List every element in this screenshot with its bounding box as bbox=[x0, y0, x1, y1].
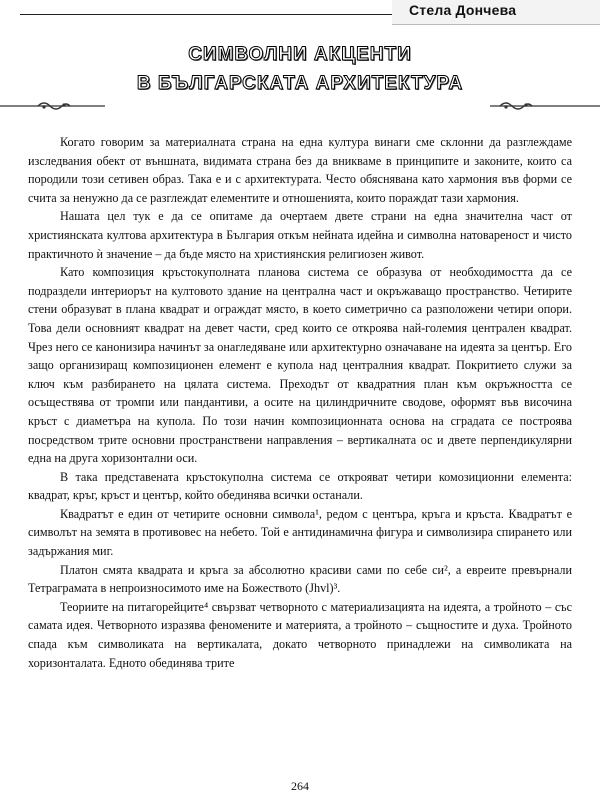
paragraph-1: Когато говорим за материалната страна на една култура винаги сме склонни да разглеждаме изследвания обект от външната, видимата страна без да вникваме в принципите и законите, които са породили този сетивен образ. Така е и с архитектурата. Често обяснявана като хармония във форми се счита за ненужно да се разглеждат елементите и отношенията, които пораждат тази хармония. bbox=[28, 135, 572, 205]
article-body bbox=[28, 133, 572, 672]
paragraph-6: Платон смята квадрата и кръга за абсолютно красиви сами по себе си², а евреите превърнали Тетраграмата в непроизносимото име на Божеството (Jhvl)³. bbox=[28, 562, 572, 596]
article-title bbox=[0, 40, 600, 98]
paragraph-2: Нашата цел тук е да се опитаме да очертаем двете страни на една значителна част от християнската култова архитектура в България откъм нейната идейна и символна натовареност и чисто практичното ѝ значение – да бъде място на християнския религиозен живот. bbox=[28, 209, 572, 261]
decorative-rule-right-icon bbox=[490, 98, 600, 114]
header-rule bbox=[20, 14, 392, 15]
paragraph-3: Като композиция кръстокуполната планова система се образува от необходимостта да се подраздели интериорът на култовото здание на централна част и окръжаващо пространство. Четирите стени образуват в плана квадрат и ограждат място, в което симетрично са разположени четири опори. Това дели основният квадрат на девет части, сред които се откроява най-големия централен квадрат. Чрез него се канонизира начинът за онагледяване или архитектурно означаване на идеята за център. Его защо организиращ композиционен елемент е купола над централния квадрат. Покритието служи за ключ към разбирането на цялата система. Преходът от квадратния план към окръжността се осъществява от тромпи или пандантиви, а осите на цилиндричните сводове, оформят във височина кръст с диаметъра на купола. По този начин композиционната основа на сградата се построява посредством трите основни пространствени направления – вертикалната ос и двете перпендикулярни една на друга хоризонтални оси. bbox=[28, 265, 572, 466]
paragraph-4: В така представената кръстокуполна система се открояват четири комозиционни елемента: квадрат, кръг, кръст и център, който обединява всички останали. bbox=[28, 469, 572, 503]
decorative-rule-left-icon bbox=[0, 98, 105, 114]
paragraph-7: Теориите на питагорейците⁴ свързват четворното с материализацията на идеята, а тройното – със самата идея. Четворното изразява феномените и материята, а тройното – същностите и духа. Тройното спада към символиката на вертикалата, докато четворното принадлежи на символиката на хоризонталата. Едното обединява трите bbox=[28, 599, 572, 670]
author-name: Стела Дончева bbox=[409, 2, 517, 18]
title-line-2: В БЪЛГАРСКАТА АРХИТЕКТУРА bbox=[136, 73, 464, 94]
title-line-1: СИМВОЛНИ АКЦЕНТИ bbox=[188, 44, 412, 65]
paragraph-5: Квадратът е един от четирите основни символа¹, редом с центъра, кръга и кръста. Квадратът е символът на земята в противовес на небето. Той е антидинамична фигура и символизира спирането или задържания миг. bbox=[28, 506, 572, 559]
page-number: 264 bbox=[291, 779, 309, 793]
